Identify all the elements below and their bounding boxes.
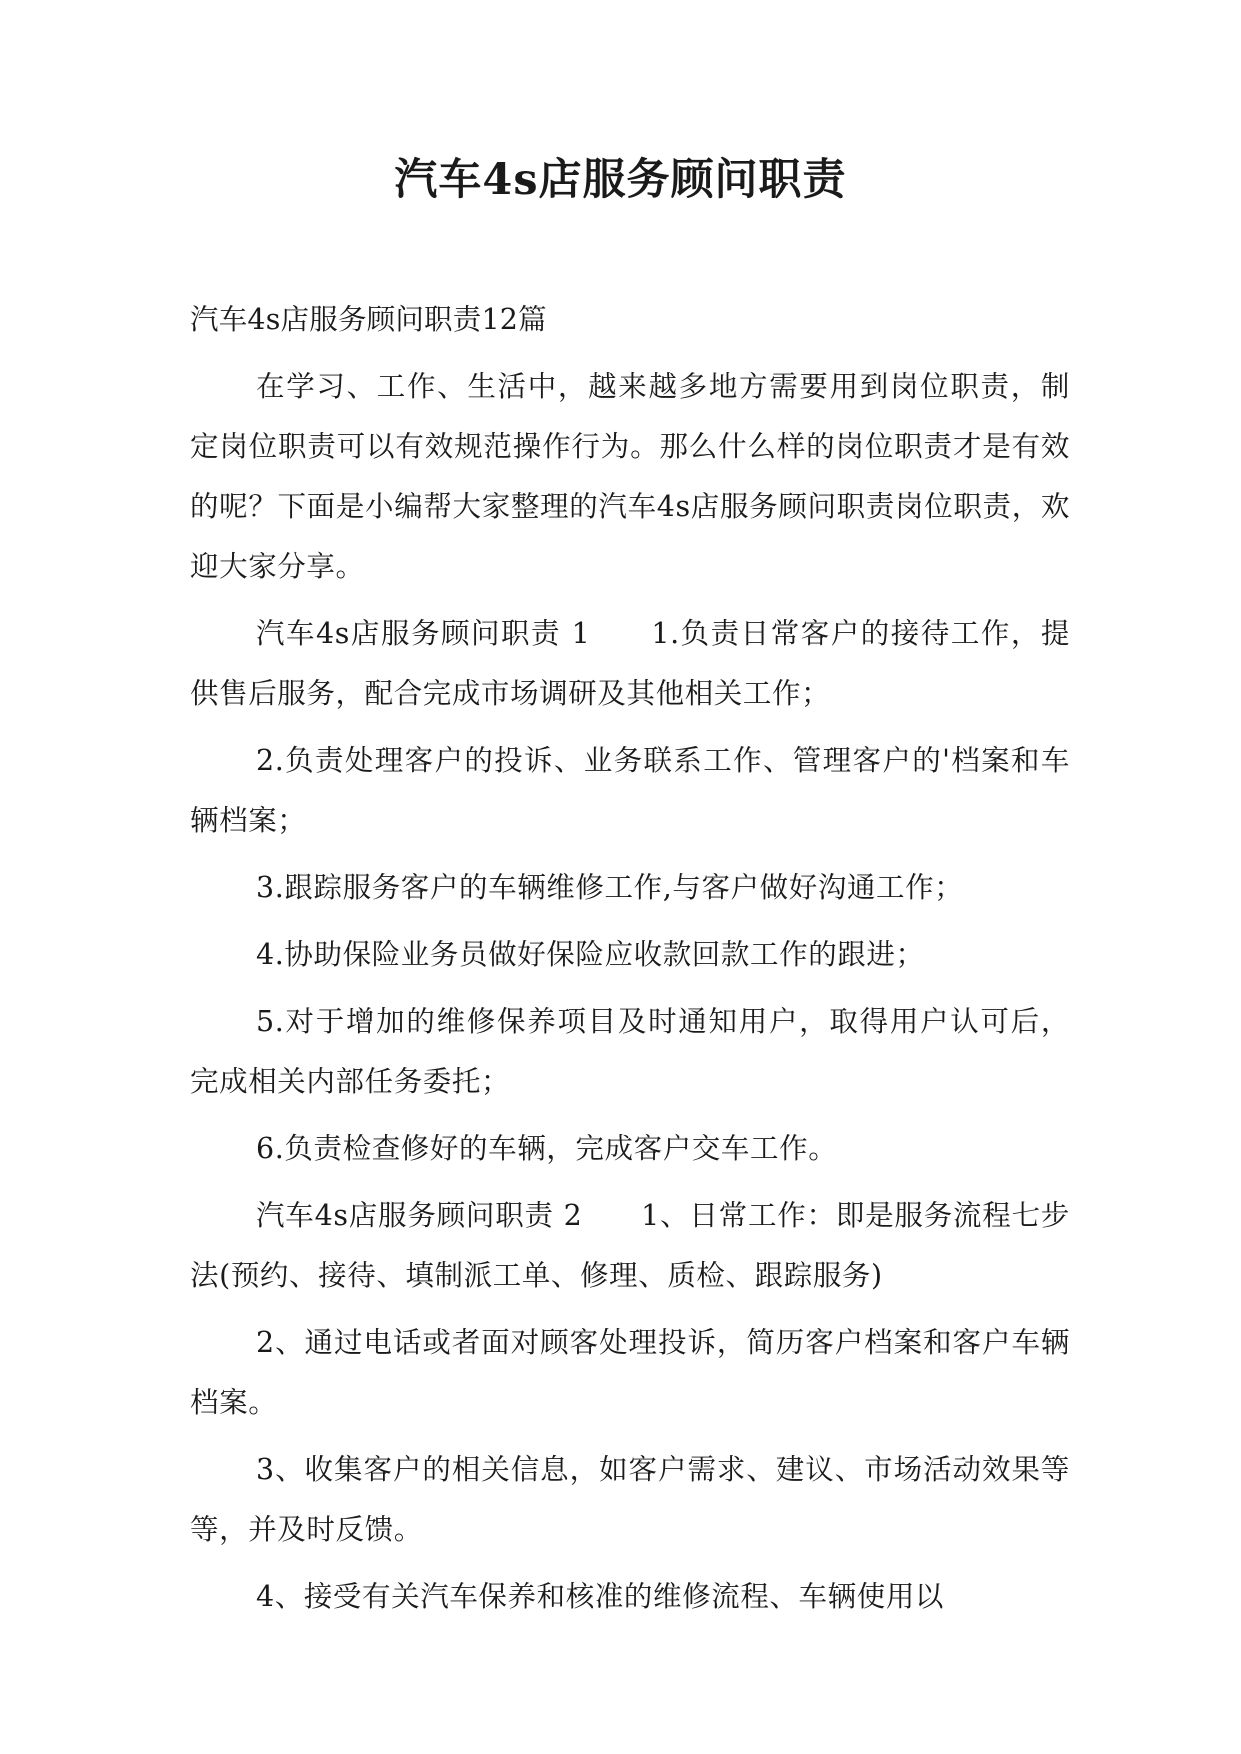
duty-section-2-item-4: 4、接受有关汽车保养和核准的维修流程、车辆使用以 bbox=[256, 1580, 945, 1613]
intro-paragraph: 在学习、工作、生活中，越来越多地方需要用到岗位职责，制定岗位职责可以有效规范操作行为。那么什么样的岗位职责才是有效的呢？下面是小编帮大家整理的汽车4s店服务顾问职责岗位职责，欢迎大家分享。 bbox=[190, 370, 1070, 583]
duty-section-1-item-3: 3.跟踪服务客户的车辆维修工作,与客户做好沟通工作； bbox=[256, 871, 964, 904]
document-subtitle: 汽车4s店服务顾问职责12篇 bbox=[190, 303, 547, 336]
document-title: 汽车4s店服务顾问职责 bbox=[394, 155, 847, 205]
duty-section-2-item-2: 2、通过电话或者面对顾客处理投诉，简历客户档案和客户车辆档案。 bbox=[190, 1326, 1070, 1419]
duty-section-2-item-3: 3、收集客户的相关信息，如客户需求、建议、市场活动效果等等，并及时反馈。 bbox=[190, 1453, 1070, 1546]
duty-section-1-item-4: 4.协助保险业务员做好保险应收款回款工作的跟进； bbox=[256, 938, 925, 971]
duty-section-1-item-2: 2.负责处理客户的投诉、业务联系工作、管理客户的'档案和车辆档案； bbox=[190, 744, 1070, 837]
document-body bbox=[190, 290, 1070, 1634]
duty-section-1-item-1: 汽车4s店服务顾问职责 1 1.负责日常客户的接待工作，提供售后服务，配合完成市场调研及其他相关工作； bbox=[190, 617, 1070, 710]
duty-section-1-item-5: 5.对于增加的维修保养项目及时通知用户，取得用户认可后，完成相关内部任务委托； bbox=[190, 1005, 1070, 1098]
duty-section-2-item-1: 汽车4s店服务顾问职责 2 1、日常工作：即是服务流程七步法(预约、接待、填制派工单、修理、质检、跟踪服务) bbox=[190, 1199, 1070, 1292]
duty-section-1-item-6: 6.负责检查修好的车辆，完成客户交车工作。 bbox=[256, 1132, 838, 1165]
